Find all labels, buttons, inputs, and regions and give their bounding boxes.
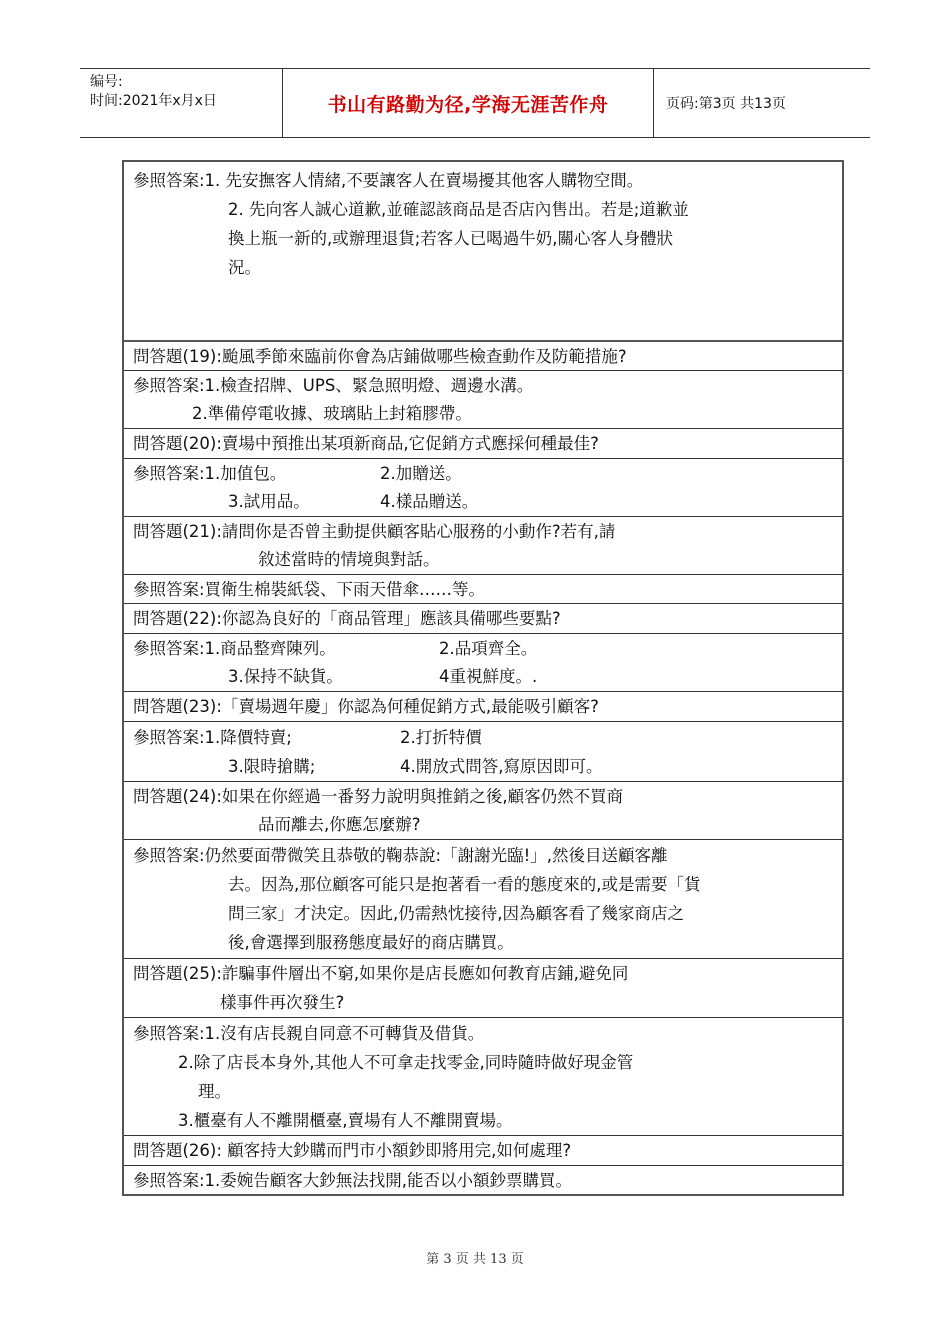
answer-line: 去。因為,那位顧客可能只是抱著看一看的態度來的,或是需要「貨 bbox=[228, 875, 701, 894]
answer-line: 參照答案:仍然要面帶微笑且恭敬的鞠恭說:「謝謝光臨!」,然後目送顧客離 bbox=[133, 846, 668, 865]
answer-row bbox=[124, 839, 842, 958]
page-footer: 第 3 页 共 13 页 bbox=[426, 1252, 524, 1267]
question-line: 品而離去,你應怎麼辦? bbox=[258, 815, 421, 834]
answer-row bbox=[124, 1165, 842, 1194]
question-line: 問答題(21):請問你是否曾主動提供顧客貼心服務的小動作?若有,請 bbox=[133, 522, 616, 541]
answer-row bbox=[124, 1017, 842, 1135]
answer-row bbox=[124, 370, 842, 428]
answer-row bbox=[124, 458, 842, 516]
answer-row bbox=[124, 633, 842, 691]
question-line: 樣事件再次發生? bbox=[220, 993, 345, 1012]
header-motto: 书山有路勤为径,学海无涯苦作舟 bbox=[283, 69, 654, 137]
answer-line: 參照答案:1. 先安撫客人情緒,不要讓客人在賣場擾其他客人購物空間。 bbox=[133, 171, 644, 190]
answer-line: 3.保持不缺貨。 bbox=[228, 667, 343, 686]
answer-line: 2.打折特價 bbox=[400, 728, 482, 747]
answer-row bbox=[124, 162, 842, 340]
answer-line: 參照答案:1.降價特賣; bbox=[133, 728, 292, 747]
answer-line: 2.加贈送。 bbox=[380, 464, 462, 483]
question-row bbox=[124, 516, 842, 574]
header-meta bbox=[80, 69, 283, 137]
question-line: 敘述當時的情境與對話。 bbox=[258, 550, 440, 569]
answer-line: 參照答案:1.加值包。 bbox=[133, 464, 287, 483]
answer-line: 2.品項齊全。 bbox=[439, 639, 538, 658]
question-line: 問答題(24):如果在你經過一番努力說明與推銷之後,顧客仍然不買商 bbox=[133, 787, 624, 806]
answer-line: 4.開放式問答,寫原因即可。 bbox=[400, 757, 603, 776]
answer-line: 2.準備停電收據、玻璃貼上封箱膠帶。 bbox=[192, 404, 472, 423]
qa-table bbox=[122, 160, 844, 1196]
answer-line: 況。 bbox=[228, 258, 261, 277]
date-label: 时间:2021年x月x日 bbox=[90, 93, 217, 109]
question-row bbox=[124, 603, 842, 633]
question-line: 問答題(25):詐騙事件層出不窮,如果你是店長應如何教育店鋪,避免同 bbox=[133, 964, 629, 983]
question-row bbox=[124, 958, 842, 1017]
code-label: 编号: bbox=[90, 74, 123, 90]
question-line: 問答題(22):你認為良好的「商品管理」應該具備哪些要點? bbox=[133, 609, 561, 628]
answer-row bbox=[124, 574, 842, 603]
answer-line: 3.限時搶購; bbox=[228, 757, 316, 776]
answer-line: 4重視鮮度。. bbox=[439, 667, 538, 686]
answer-line: 參照答案:1.沒有店長親自同意不可轉貨及借貨。 bbox=[133, 1024, 485, 1043]
answer-line: 3.櫃臺有人不離開櫃臺,賣場有人不離開賣場。 bbox=[178, 1111, 513, 1130]
answer-row bbox=[124, 721, 842, 781]
answer-line: 參照答案:1.檢查招牌、UPS、緊急照明燈、週邊水溝。 bbox=[133, 376, 534, 395]
answer-line: 參照答案:買衛生棉裝紙袋、下雨天借傘……等。 bbox=[133, 580, 486, 599]
question-row bbox=[124, 781, 842, 839]
answer-line: 換上瓶一新的,或辦理退貨;若客人已喝過牛奶,關心客人身體狀 bbox=[228, 229, 674, 248]
answer-line: 問三家」才決定。因此,仍需熱忱接待,因為顧客看了幾家商店之 bbox=[228, 904, 684, 923]
answer-line: 後,會選擇到服務態度最好的商店購買。 bbox=[228, 933, 514, 952]
answer-line: 2. 先向客人誠心道歉,並確認該商品是否店內售出。若是;道歉並 bbox=[228, 200, 689, 219]
answer-line: 參照答案:1.商品整齊陳列。 bbox=[133, 639, 336, 658]
question-row bbox=[124, 340, 842, 370]
answer-line: 2.除了店長本身外,其他人不可拿走找零金,同時隨時做好現金管 bbox=[178, 1053, 634, 1072]
question-line: 問答題(19):颱風季節來臨前你會為店鋪做哪些檢查動作及防範措施? bbox=[133, 347, 627, 366]
header-page-info: 页码:第3页 共13页 bbox=[666, 96, 786, 112]
answer-line: 3.試用品。 bbox=[228, 492, 310, 511]
question-row bbox=[124, 1135, 842, 1165]
answer-line: 理。 bbox=[198, 1082, 231, 1101]
page-header bbox=[80, 68, 870, 138]
question-line: 問答題(20):賣場中預推出某項新商品,它促銷方式應採何種最佳? bbox=[133, 434, 599, 453]
question-line: 問答題(23):「賣場週年慶」你認為何種促銷方式,最能吸引顧客? bbox=[133, 697, 599, 716]
question-row bbox=[124, 691, 842, 721]
answer-line: 4.樣品贈送。 bbox=[380, 492, 479, 511]
answer-line: 參照答案:1.委婉告顧客大鈔無法找開,能否以小額鈔票購買。 bbox=[133, 1171, 573, 1190]
question-row bbox=[124, 428, 842, 458]
question-line: 問答題(26): 顧客持大鈔購而門市小額鈔即將用完,如何處理? bbox=[133, 1141, 572, 1160]
